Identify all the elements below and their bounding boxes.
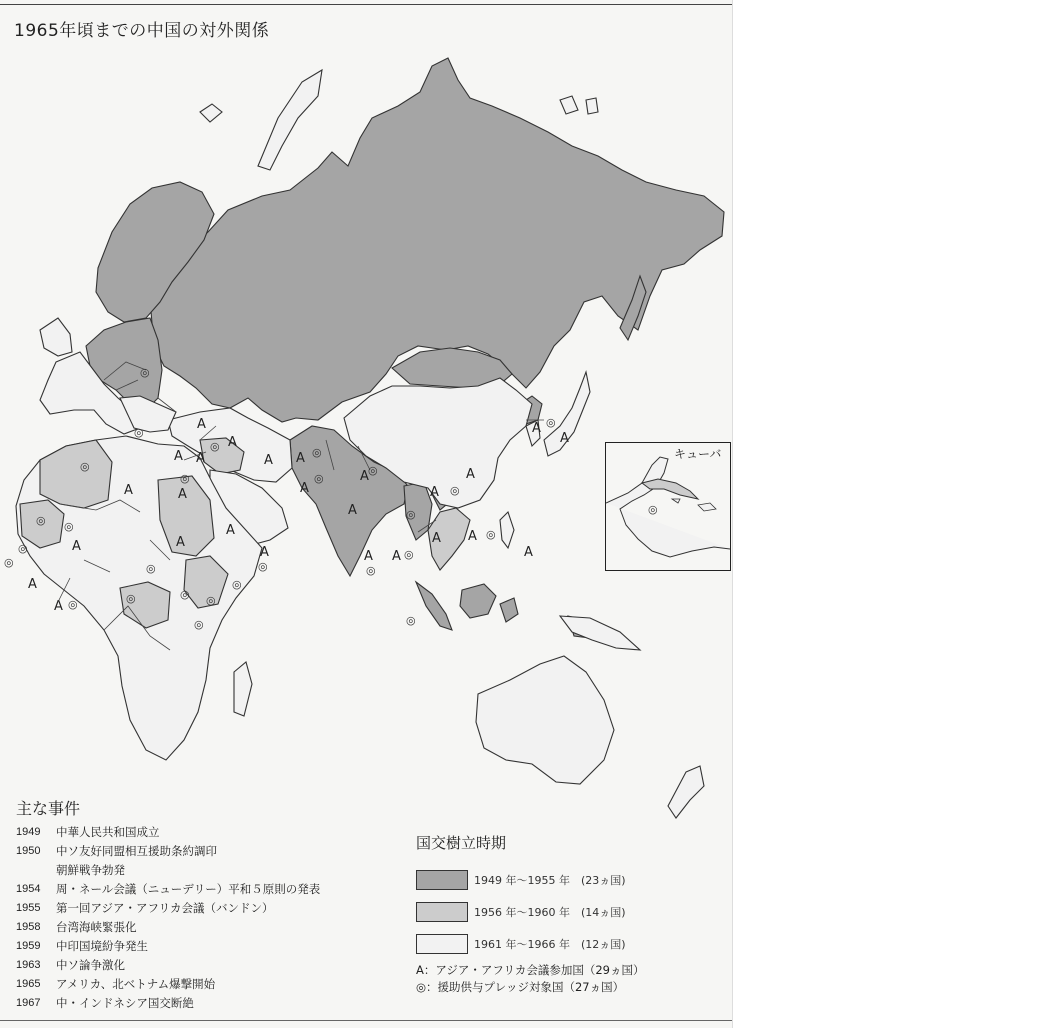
marker-aid: ◎ [210,440,220,453]
new-guinea [560,616,640,650]
event-row [16,956,320,975]
australia [476,656,614,784]
cuba-label: キューバ [674,447,722,461]
event-year: 1967 [16,997,41,1009]
marker-aid: ◎ [180,588,190,601]
event-row [16,823,320,842]
marker-aid: ◎ [194,618,204,631]
marker-aid: ◎ [486,528,496,541]
marker-aid: ◎ [64,520,74,533]
legend-swatch [416,934,468,954]
event-row [16,899,320,918]
marker-a: A [124,483,133,498]
event-year: 1965 [16,978,41,990]
events-panel [16,796,320,1013]
new-zealand [668,766,704,818]
event-row [16,918,320,937]
legend-notes [416,962,644,996]
event-row [16,975,320,994]
event-row [16,880,320,899]
note-asia-africa: A：アジア・アフリカ会議参加国（29ヵ国） [416,963,645,977]
map-title: 1965年頃までの中国の対外関係 [14,21,270,41]
arctic-islets [560,96,598,114]
event-year: 1959 [16,940,41,952]
event-text: 中・インドネシア国交断絶 [56,996,194,1010]
marker-aid: ◎ [146,562,156,575]
marker-aid: ◎ [126,592,136,605]
marker-a: A [196,451,205,466]
marker-a: A [300,481,309,496]
event-text: 中ソ論争激化 [56,958,125,972]
marker-a: A [432,531,441,546]
marker-aid: ◎ [206,594,216,607]
marker-a: A [228,435,237,450]
event-row [16,861,320,880]
marker-a: A [466,467,475,482]
marker-a: A [360,469,369,484]
event-text: 朝鮮戦争勃発 [56,863,125,877]
marker-aid: ◎ [450,484,460,497]
event-year: 1950 [16,845,41,857]
marker-aid: ◎ [312,446,322,459]
cuba-inset [605,442,731,571]
marker-aid: ◎ [648,503,658,516]
legend-label: 1961 年～1966 年 (12ヵ国) [474,938,626,951]
marker-aid: ◎ [180,472,190,485]
legend-item [416,901,626,923]
marker-aid: ◎ [36,514,46,527]
bottom-rule [0,1020,732,1021]
marker-aid: ◎ [406,508,416,521]
marker-aid: ◎ [404,548,414,561]
event-row [16,937,320,956]
marker-a: A [226,523,235,538]
event-text: アメリカ、北ベトナム爆撃開始 [56,977,216,991]
marker-a: A [560,431,569,446]
legend-label: 1956 年～1960 年 (14ヵ国) [474,906,626,919]
philippines [500,512,514,548]
event-text: 中印国境紛争発生 [56,939,148,953]
marker-aid: ◎ [68,598,78,611]
marker-a: A [174,449,183,464]
marker-aid: ◎ [140,366,150,379]
madagascar [234,662,252,716]
events-heading: 主な事件 [16,799,81,818]
event-row [16,994,320,1013]
event-year [16,861,56,880]
note-aid: ◎：援助供与プレッジ対象国（27ヵ国） [416,980,625,994]
marker-a: A [54,599,63,614]
legend-swatch [416,870,468,890]
marker-a: A [260,545,269,560]
marker-aid: ◎ [314,472,324,485]
marker-a: A [72,539,81,554]
marker-a: A [468,529,477,544]
marker-a: A [178,487,187,502]
marker-aid: ◎ [232,578,242,591]
legend [416,832,626,965]
event-row [16,842,320,861]
marker-a: A [524,545,533,560]
marker-a: A [197,417,206,432]
marker-a: A [176,535,185,550]
marker-a: A [364,549,373,564]
indonesia-a [416,582,452,630]
marker-aid: ◎ [4,556,14,569]
event-text: 第一回アジア・アフリカ会議（バンドン） [56,901,274,915]
marker-a: A [264,453,273,468]
marker-aid: ◎ [366,564,376,577]
event-text: 台湾海峡緊張化 [56,920,137,934]
legend-swatch [416,902,468,922]
legend-item [416,869,626,891]
marker-aid: ◎ [406,614,416,627]
north-africa [40,440,112,508]
marker-a: A [430,485,439,500]
event-text: 周・ネール会議（ニューデリー）平和５原則の発表 [56,882,321,896]
event-year: 1955 [16,902,41,914]
marker-aid: ◎ [258,560,268,573]
event-year: 1949 [16,826,41,838]
britain [40,318,72,356]
event-year: 1963 [16,959,41,971]
legend-label: 1949 年～1955 年 (23ヵ国) [474,874,626,887]
marker-aid: ◎ [546,416,556,429]
legend-title: 国交樹立時期 [416,834,507,852]
cuba-inset-map [606,443,730,570]
indonesia-b [460,584,496,618]
legend-item [416,933,626,955]
marker-a: A [296,451,305,466]
event-year: 1954 [16,883,41,895]
marker-a: A [28,577,37,592]
marker-aid: ◎ [134,426,144,439]
marker-a: A [532,421,541,436]
marker-a: A [348,503,357,518]
event-year: 1958 [16,921,41,933]
novaya-zemlya [258,70,322,170]
marker-aid: ◎ [80,460,90,473]
marker-aid: ◎ [368,464,378,477]
event-text: 中ソ友好同盟相互援助条約調印 [56,844,217,858]
event-text: 中華人民共和国成立 [56,825,160,839]
svalbard [200,104,222,122]
marker-aid: ◎ [18,542,28,555]
marker-a: A [392,549,401,564]
